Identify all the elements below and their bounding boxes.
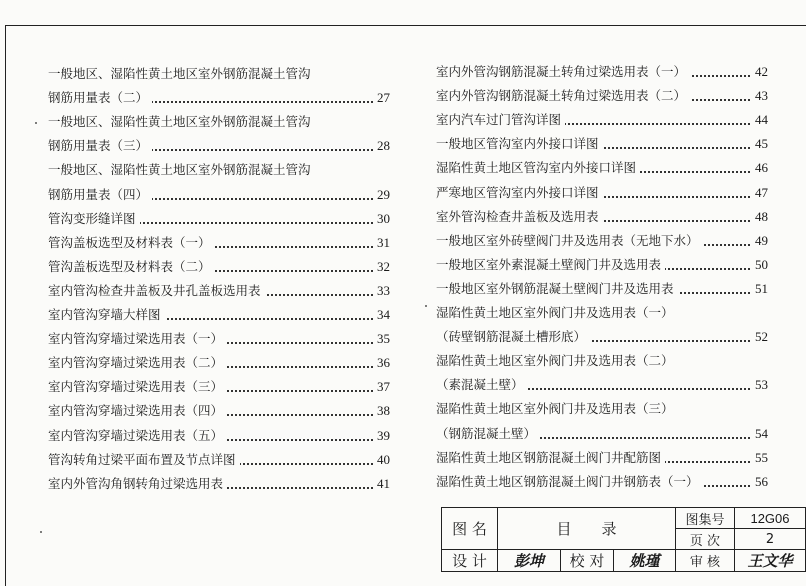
toc-entry[interactable]	[48, 158, 390, 182]
toc-entry[interactable]	[48, 134, 390, 158]
toc-entry-title: 湿陷性黄土地区钢筋混凝土阀门井配筋图	[436, 446, 665, 470]
toc-entry-page: 32	[374, 255, 390, 279]
design-label: 设 计	[442, 550, 498, 572]
toc-entry-title: 室外管沟检查井盖板及选用表	[436, 205, 603, 229]
toc-entry[interactable]	[436, 205, 768, 229]
page-no: 2	[735, 529, 806, 550]
toc-entry-title: 室内管沟穿墙过梁选用表（三）	[48, 375, 227, 399]
toc-entry-page: 50	[752, 253, 768, 277]
toc-entry-title: 钢筋用量表（二）	[48, 86, 152, 110]
review-signature: 王文华	[735, 550, 806, 572]
toc-entry-title: （钢筋混凝土壁）	[436, 422, 540, 446]
toc-entry-page: 34	[374, 303, 390, 327]
toc-entry[interactable]	[436, 60, 768, 84]
toc-entry-title: 一般地区室外钢筋混凝土壁阀门井及选用表	[436, 277, 678, 301]
toc-entry[interactable]	[48, 351, 390, 375]
toc-entry[interactable]	[436, 422, 768, 446]
toc-entry[interactable]	[48, 448, 390, 472]
toc-entry[interactable]	[436, 470, 768, 494]
toc-entry-title: 室内管沟穿墙过梁选用表（二）	[48, 351, 227, 375]
toc-entry-title: 室内管沟检查井盖板及井孔盖板选用表	[48, 279, 265, 303]
toc-entry[interactable]	[436, 397, 768, 421]
toc-entry-page: 44	[752, 108, 768, 132]
check-label: 校 对	[561, 550, 614, 572]
toc-entry-page: 42	[752, 60, 768, 84]
toc-entry[interactable]	[48, 472, 390, 496]
toc-entry-title: 严寒地区管沟室内外接口详图	[436, 181, 603, 205]
toc-entry-title: 管沟盖板选型及材料表（一）	[48, 231, 215, 255]
toc-entry-title: 一般地区、湿陷性黄土地区室外钢筋混凝土管沟	[48, 158, 315, 182]
toc-entry-title: 室内管沟穿墙过梁选用表（四）	[48, 399, 227, 423]
toc-entry-title: 室内外管沟钢筋混凝土转角过梁选用表（二）	[436, 84, 690, 108]
toc-entry-title: 室内管沟穿墙过梁选用表（五）	[48, 424, 227, 448]
toc-entry[interactable]	[48, 183, 390, 207]
toc-entry-title: 一般地区管沟室内外接口详图	[436, 132, 603, 156]
toc-entry[interactable]	[48, 303, 390, 327]
figure-name-label: 图 名	[442, 508, 498, 550]
page-label: 页 次	[676, 529, 735, 550]
toc-entry-title: 管沟盖板选型及材料表（二）	[48, 255, 215, 279]
toc-entry[interactable]	[436, 253, 768, 277]
scan-speck	[35, 122, 37, 124]
toc-entry-title: 湿陷性黄土地区室外阀门井及选用表（三）	[436, 397, 678, 421]
toc-entry[interactable]	[436, 132, 768, 156]
toc-entry-title: 湿陷性黄土地区管沟室内外接口详图	[436, 156, 640, 180]
toc-entry[interactable]	[48, 279, 390, 303]
toc-entry-page: 31	[374, 231, 390, 255]
toc-entry-title: 室内管沟穿墙过梁选用表（一）	[48, 327, 227, 351]
toc-entry-page: 45	[752, 132, 768, 156]
scan-speck	[425, 305, 427, 307]
toc-entry-page: 53	[752, 373, 768, 397]
toc-entry-title: 湿陷性黄土地区室外阀门井及选用表（二）	[436, 349, 678, 373]
toc-entry-title: 管沟变形缝详图	[48, 207, 140, 231]
toc-entry[interactable]	[436, 156, 768, 180]
toc-entry-page: 37	[374, 375, 390, 399]
toc-entry[interactable]	[436, 325, 768, 349]
toc-entry-title: 湿陷性黄土地区室外阀门井及选用表（一）	[436, 301, 678, 325]
toc-entry[interactable]	[48, 86, 390, 110]
toc-entry-title: 一般地区室外素混凝土壁阀门井及选用表	[436, 253, 665, 277]
toc-entry[interactable]	[48, 207, 390, 231]
toc-entry[interactable]	[48, 255, 390, 279]
toc-entry-page: 52	[752, 325, 768, 349]
toc-entry[interactable]	[48, 231, 390, 255]
toc-entry-page: 39	[374, 424, 390, 448]
toc-entry[interactable]	[436, 181, 768, 205]
scan-speck	[40, 531, 42, 533]
review-label: 审 核	[676, 550, 735, 572]
figure-name: 目 录	[498, 508, 676, 550]
check-signature: 姚瑾	[614, 550, 676, 572]
toc-entry-page: 54	[752, 422, 768, 446]
toc-entry[interactable]	[48, 375, 390, 399]
toc-entry-page: 27	[374, 86, 390, 110]
toc-entry-title: 钢筋用量表（三）	[48, 134, 152, 158]
atlas-no: 12G06	[735, 508, 806, 529]
toc-entry-title: 一般地区、湿陷性黄土地区室外钢筋混凝土管沟	[48, 110, 315, 134]
toc-entry-page: 49	[752, 229, 768, 253]
toc-entry[interactable]	[436, 277, 768, 301]
design-signature: 彭坤	[498, 550, 561, 572]
toc-entry[interactable]	[48, 399, 390, 423]
toc-entry-page: 48	[752, 205, 768, 229]
toc-entry-title: 室内外管沟钢筋混凝土转角过梁选用表（一）	[436, 60, 690, 84]
atlas-no-label: 图集号	[676, 508, 735, 529]
toc-entry-page: 47	[752, 181, 768, 205]
toc-entry-page: 28	[374, 134, 390, 158]
toc-entry-title: 一般地区室外砖壁阀门井及选用表（无地下水）	[436, 229, 703, 253]
toc-entry-title: 一般地区、湿陷性黄土地区室外钢筋混凝土管沟	[48, 62, 315, 86]
toc-entry-page: 35	[374, 327, 390, 351]
toc-entry-title: 室内汽车过门管沟详图	[436, 108, 565, 132]
toc-entry-title: 室内管沟穿墙大样图	[48, 303, 165, 327]
toc-entry-page: 55	[752, 446, 768, 470]
toc-entry-page: 43	[752, 84, 768, 108]
toc-entry-title: （素混凝土壁）	[436, 373, 528, 397]
toc-entry-title: 钢筋用量表（四）	[48, 183, 152, 207]
toc-entry[interactable]	[436, 108, 768, 132]
toc-entry-page: 29	[374, 183, 390, 207]
toc-entry[interactable]	[436, 446, 768, 470]
title-block	[441, 507, 806, 572]
toc-entry[interactable]	[48, 62, 390, 86]
toc-entry-page: 56	[752, 470, 768, 494]
toc-entry[interactable]	[436, 229, 768, 253]
toc-entry-page: 40	[374, 448, 390, 472]
toc-entry-page: 36	[374, 351, 390, 375]
toc-entry-page: 38	[374, 399, 390, 423]
toc-entry-title: 室内外管沟角钢转角过梁选用表	[48, 472, 227, 496]
toc-entry-page: 46	[752, 156, 768, 180]
toc-entry-page: 51	[752, 277, 768, 301]
toc-entry[interactable]	[436, 373, 768, 397]
toc-entry[interactable]	[436, 349, 768, 373]
toc-entry[interactable]	[48, 110, 390, 134]
toc-entry-page: 30	[374, 207, 390, 231]
toc-entry-page: 41	[374, 472, 390, 496]
toc-entry[interactable]	[48, 327, 390, 351]
toc-entry-title: 湿陷性黄土地区钢筋混凝土阀门井钢筋表（一）	[436, 470, 703, 494]
toc-entry-title: 管沟转角过梁平面布置及节点详图	[48, 448, 240, 472]
toc-entry[interactable]	[436, 301, 768, 325]
toc-entry[interactable]	[48, 424, 390, 448]
toc-entry-page: 33	[374, 279, 390, 303]
toc-entry-title: （砖壁钢筋混凝土槽形底）	[436, 325, 590, 349]
toc-entry[interactable]	[436, 84, 768, 108]
